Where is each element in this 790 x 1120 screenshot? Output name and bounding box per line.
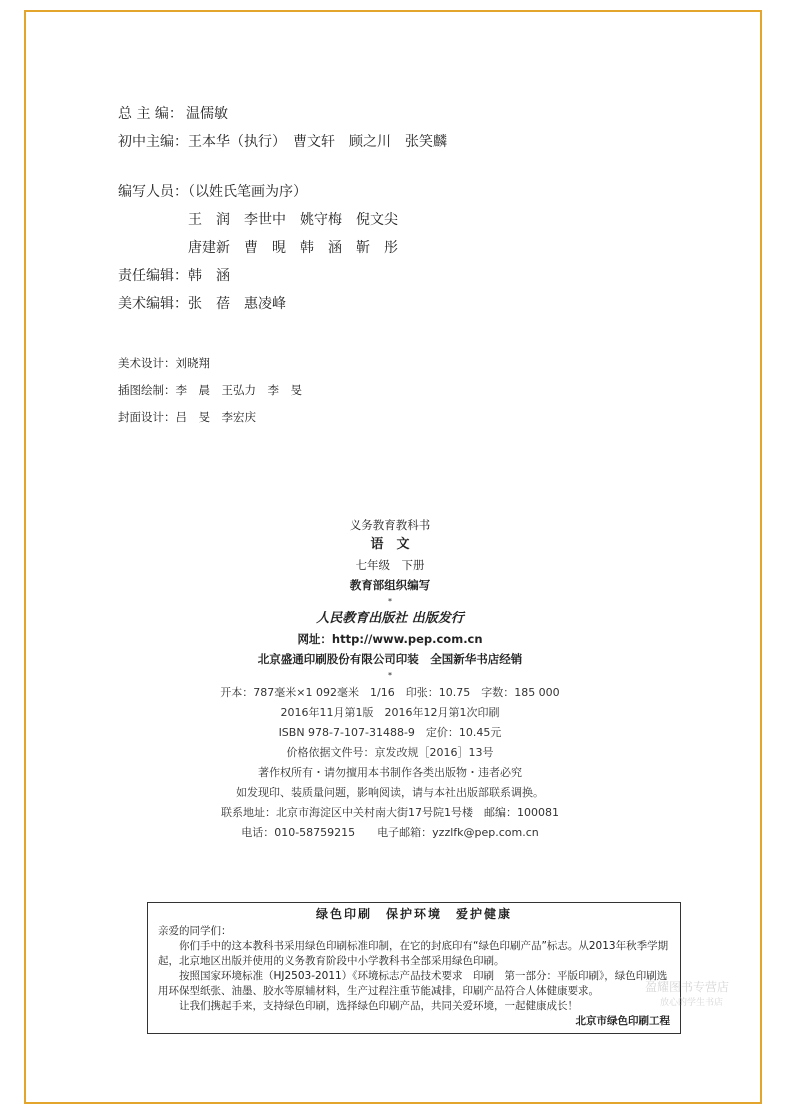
- separator-star-1: *: [388, 597, 392, 606]
- responsible-editor-row: [118, 262, 447, 290]
- compiler: 教育部组织编写: [349, 578, 431, 592]
- notice-paragraph-2: 按照国家环境标准（HJ2503-2011）《环境标志产品技术要求 印刷 第一部分：平版印刷》，绿色印刷选用环保型纸张、油墨、胶水等原辅材料，生产过程注重节能减排，印刷产品符合人体健康要求。: [158, 970, 668, 997]
- separator-star-2: *: [388, 671, 392, 680]
- isbn-price: ISBN 978-7-107-31488-9 定价：10.45元: [278, 726, 502, 739]
- credits-block: [118, 100, 447, 318]
- grade-volume: 七年级 下册: [355, 558, 425, 572]
- junior-editor-label: 初中主编：: [118, 134, 188, 150]
- notice-paragraph-1: 你们手中的这本教科书采用绿色印刷标准印制，在它的封底印有“绿色印刷产品”标志。从2013年秋季学期起，北京地区出版并使用的义务教育阶段中小学教科书全部采用绿色印刷。: [158, 940, 669, 967]
- art-editor-value: 张 蓓 惠凌峰: [188, 296, 286, 312]
- responsible-editor-label: 责任编辑：: [118, 268, 188, 284]
- green-printing-notice: [147, 902, 681, 1034]
- design-credits: [118, 350, 302, 431]
- store-watermark: 盈耀图书专营店: [645, 980, 730, 994]
- subject-title: 语 文: [370, 537, 410, 552]
- edition-info: 2016年11月第1版 2016年12月第1次印刷: [280, 706, 500, 719]
- illustration: 插图绘制：李 晨 王弘力 李 旻: [118, 383, 302, 397]
- cover-design: 封面设计：吕 旻 李宏庆: [118, 410, 256, 424]
- quality-notice: 如发现印、装质量问题，影响阅读，请与本社出版部联系调换。: [236, 786, 544, 799]
- notice-greeting: 亲爱的同学们：: [158, 925, 232, 937]
- website: 网址：http://www.pep.com.cn: [297, 632, 483, 646]
- junior-editor-value: 王本华（执行） 曹文轩 顾之川 张笑麟: [188, 134, 447, 150]
- art-editor-row: [118, 290, 447, 318]
- notice-heading: 绿色印刷 保护环境 爱护健康: [315, 907, 512, 921]
- contact-address: 联系地址：北京市海淀区中关村南大街17号院1号楼 邮编：100081: [221, 806, 559, 819]
- imprint-block: [150, 515, 630, 843]
- notice-paragraph-3: 让我们携起手来，支持绿色印刷，选择绿色印刷产品，共同关爱环境，一起健康成长！: [179, 1000, 578, 1012]
- junior-editor-row: [118, 128, 447, 156]
- price-basis: 价格依据文件号：京发改规［2016］13号: [286, 746, 494, 759]
- art-design: 美术设计：刘晓翔: [118, 356, 210, 370]
- contact-phone-email: 电话：010-58759215 电子邮箱：yzzlfk@pep.com.cn: [241, 826, 539, 839]
- store-watermark-subtitle: 放心的学生书店: [660, 998, 724, 1008]
- series-name: 义务教育教科书: [349, 518, 431, 532]
- notice-footer: 北京市绿色印刷工程: [575, 1015, 670, 1027]
- publisher: 人民教育出版社 出版发行: [316, 611, 464, 626]
- printer: 北京盛通印刷股份有限公司印装 全国新华书店经销: [257, 652, 523, 666]
- format-spec: 开本：787毫米×1 092毫米 1/16 印张：10.75 字数：185 000: [220, 686, 560, 699]
- responsible-editor-value: 韩 涵: [188, 268, 230, 284]
- art-editor-label: 美术编辑：: [118, 296, 188, 312]
- chief-editor-value: 温儒敏: [186, 106, 228, 122]
- copyright-notice: 著作权所有・请勿擅用本书制作各类出版物・违者必究: [258, 766, 522, 779]
- writers-label: 编写人员：（以姓氏笔画为序）: [118, 184, 307, 200]
- chief-editor-label: 总 主 编：: [118, 106, 183, 122]
- writers-line-1: 王 润 李世中 姚守梅 倪文尖: [188, 212, 398, 228]
- chief-editor-row: [118, 100, 447, 128]
- writers-line-2: 唐建新 曹 晛 韩 涵 靳 彤: [188, 240, 398, 256]
